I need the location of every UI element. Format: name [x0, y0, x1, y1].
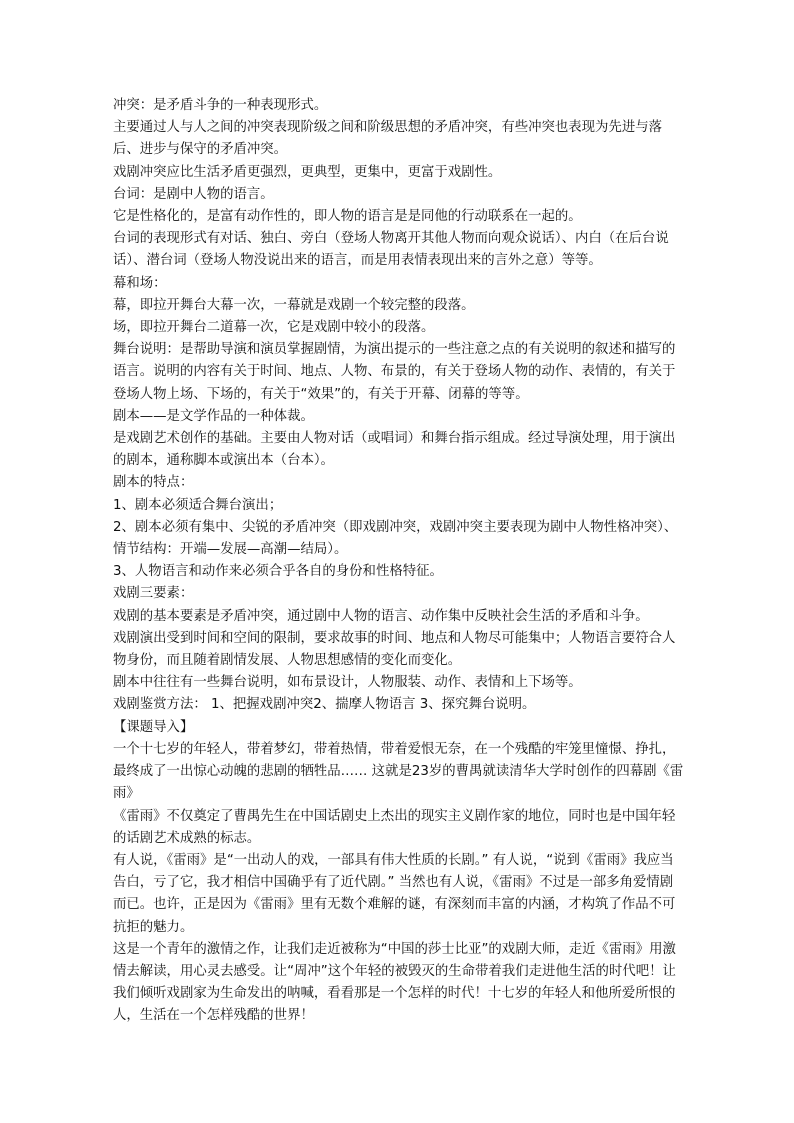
- document-body: [113, 95, 685, 1028]
- paragraph: 2、剧本必须有集中、尖锐的矛盾冲突（即戏剧冲突，戏剧冲突主要表现为剧中人物性格冲突）、情节结构：开端—发展—高潮—结局）。: [113, 519, 678, 558]
- paragraph: 舞台说明：是帮助导演和演员掌握剧情，为演出提示的一些注意之点的有关说明的叙述和描写的语言。说明的内容有关于时间、地点、人物、布景的，有关于登场人物的动作、表情的，有关于登场人物上场、下场的，有关于“效果”的，有关于开幕、闭幕的等等。: [113, 342, 676, 402]
- paragraph: 台词的表现形式有对话、独白、旁白（登场人物离开其他人物而向观众说话）、内白（在后台说话）、潜台词（登场人物没说出来的语言，而是用表情表现出来的言外之意）等等。: [113, 231, 669, 269]
- paragraph: 1、剧本必须适合舞台演出；: [113, 497, 283, 513]
- paragraph: 这是一个青年的激情之作，让我们走近被称为“中国的莎士比亚”的戏剧大师，走近《雷雨》用激情去解读，用心灵去感受。让“周冲”这个年轻的被毁灭的生命带着我们走进他生活的时代吧！让我们倾听戏剧家为生命发出的呐喊，看看那是一个怎样的时代！十七岁的年轻人和他所爱所恨的人，生活在一个怎样残酷的世界！: [113, 941, 676, 1024]
- paragraph: 剧本——是文学作品的一种体裁。: [113, 408, 314, 424]
- paragraph: 剧本的特点：: [113, 475, 194, 491]
- section-heading: 【课题导入】: [113, 719, 194, 735]
- paragraph: 它是性格化的，是富有动作性的，即人物的语言是是同他的行动联系在一起的。: [113, 209, 582, 225]
- paragraph: 3、人物语言和动作来必须合乎各自的身份和性格特征。: [113, 564, 443, 580]
- paragraph: 是戏剧艺术创作的基础。主要由人物对话（或唱词）和舞台指示组成。经过导演处理，用于演出的剧本，通称脚本或演出本（台本）。: [113, 431, 676, 469]
- paragraph: 戏剧冲突应比生活矛盾更强烈，更典型，更集中，更富于戏剧性。: [113, 164, 502, 180]
- paragraph: 一个十七岁的年轻人，带着梦幻，带着热情，带着爱恨无奈，在一个残酷的牢笼里憧憬、挣扎，最终成了一出惊心动魄的悲剧的牺牲品…… 这就是23岁的曹禺就读清华大学时创作的四幕剧《雷雨》: [113, 741, 684, 802]
- paragraph: 幕，即拉开舞台大幕一次，一幕就是戏剧一个较完整的段落。: [113, 297, 475, 313]
- paragraph: 剧本中往往有一些舞台说明，如布景设计，人物服装、动作、表情和上下场等。: [113, 675, 582, 691]
- paragraph: 戏剧三要素：: [113, 586, 194, 602]
- paragraph: 有人说，《雷雨》是“一出动人的戏，一部具有伟大性质的长剧。” 有人说，“说到《雷雨》我应当告白，亏了它，我才相信中国确乎有了近代剧。” 当然也有人说，《雷雨》不过是一部多角爱情剧而已。也许，正是因为《雷雨》里有无数个难解的谜，有深刻而丰富的内涵，才构筑了作品不可抗拒的魅力。: [113, 852, 676, 935]
- paragraph: 《雷雨》不仅奠定了曹禺先生在中国话剧史上杰出的现实主义剧作家的地位，同时也是中国年轻的话剧艺术成熟的标志。: [113, 808, 676, 846]
- paragraph: 戏剧演出受到时间和空间的限制，要求故事的时间、地点和人物尽可能集中；人物语言要符合人物身份，而且随着剧情发展、人物思想感情的变化而变化。: [113, 630, 676, 669]
- paragraph: 幕和场：: [113, 275, 167, 291]
- paragraph: 主要通过人与人之间的冲突表现阶级之间和阶级思想的矛盾冲突，有些冲突也表现为先进与落后、进步与保守的矛盾冲突。: [113, 120, 663, 158]
- paragraph: 冲突：是矛盾斗争的一种表现形式。: [113, 98, 328, 113]
- paragraph: 场，即拉开舞台二道幕一次，它是戏剧中较小的段落。: [113, 320, 435, 336]
- paragraph: 台词：是剧中人物的语言。: [113, 186, 274, 202]
- paragraph: 戏剧的基本要素是矛盾冲突，通过剧中人物的语言、动作集中反映社会生活的矛盾和斗争。: [113, 608, 649, 624]
- paragraph: 戏剧鉴赏方法： 1、把握戏剧冲突2、揣摩人物语言 3、探究舞台说明。: [113, 697, 536, 713]
